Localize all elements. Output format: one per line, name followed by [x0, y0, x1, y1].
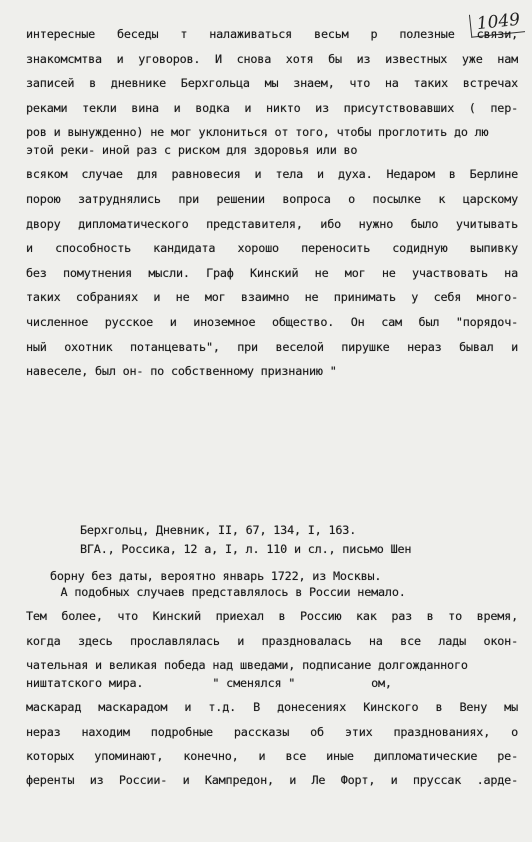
- text-line: порою затруднялись при решении вопроса о посылке к царскому: [26, 191, 518, 206]
- text-line: маскарад маскарадом и т.д. В донесениях Кинского в Вену мы: [26, 700, 518, 715]
- text-line: Тем более, что Кинский приехал в Россию как раз в то время,: [26, 609, 518, 624]
- text-line: ференты из России- и Кампредон, и Ле Форт, и пруссак .ардe-: [26, 773, 518, 788]
- footnotes: [50, 521, 518, 586]
- text-line: знакомсмтва и уговоров. И снова хотя бы из известных уже нам: [26, 51, 518, 66]
- text-line: интересные беседы т налаживаться весьм р полезные связи,: [26, 27, 518, 41]
- text-line: без помутнения мысли. Граф Кинский не мог не участвовать на: [26, 265, 518, 280]
- text-line: всяком случае для равновесия и тела и духа. Недаром в Берлине: [26, 167, 518, 182]
- text-line: чательная и великая победа над шведами, подписание долгожданного ништатского мира. " сменялся " ом,: [26, 658, 475, 691]
- text-line: таких собраниях и не мог взаимно не принимать у себя много-: [26, 290, 518, 305]
- text-line: записей в дневнике Берхгольца мы знаем, что на таких встречах: [26, 76, 518, 91]
- paragraph-1: [26, 22, 518, 384]
- text-line: численное русское и иноземное общество. Он сам был "порядоч-: [26, 314, 518, 329]
- paragraph-2: [26, 580, 518, 793]
- text-line: двору дипломатического представителя, ибо нужно было учитывать: [26, 216, 518, 231]
- footnote-line: борну без даты, вероятно январь 1722, из Москвы.: [50, 569, 382, 583]
- text-line: когда здесь прославлялась и праздновалась на все лады окон-: [26, 633, 518, 648]
- page-number: 1049: [469, 9, 525, 38]
- text-line: реками текли вина и водка и никто из присутствовавших ( пер-: [26, 100, 518, 115]
- footnote-line: ВГА., Россика, 12 а, I, л. 110 и сл., письмо Шен: [80, 542, 412, 556]
- text-line: ный охотник потанцевать", при веселой пирушке нераз бывал и: [26, 339, 518, 354]
- text-line: и способность кандидата хорошо переносить содидную выпивку: [26, 241, 518, 256]
- text-line: которых упоминают, конечно, и все иные дипломатические ре-: [26, 749, 518, 764]
- text-line: навеселе, был он- по собственному признанию ": [26, 364, 337, 379]
- text-line: ров и вынужденно) не мог уклониться от того, чтобы проглотить до лю этой реки- иной раз с риском для здоровья или во: [26, 125, 489, 158]
- footnote-line: Берхгольц, Дневник, II, 67, 134, I, 163.: [80, 523, 357, 537]
- text-line: нераз находим подробные рассказы об этих празднованиях, о: [26, 724, 518, 739]
- text-line: А подобных случаев представлялось в России немало.: [26, 585, 406, 599]
